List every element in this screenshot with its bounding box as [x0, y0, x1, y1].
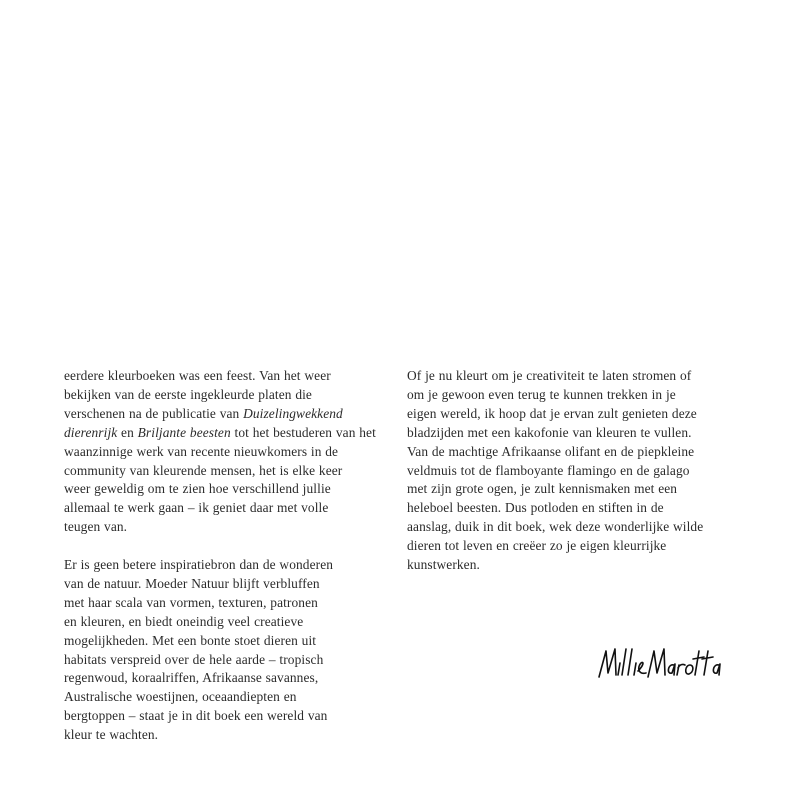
text-line: met zijn grote ogen, je zult kennismaken met een — [407, 481, 678, 497]
text-line: veldmuis tot de flamboyante flamingo en de galago — [407, 462, 690, 478]
text-line — [64, 424, 409, 443]
text-line: mogelijkheden. Met een bonte stoet dieren uit — [64, 632, 317, 648]
text-line: dieren tot leven en creëer zo je eigen kleurrijke — [407, 538, 667, 554]
text-line: van de natuur. Moeder Natuur blijft verbluffen — [64, 575, 320, 591]
paragraph-1 — [64, 367, 409, 537]
text-line: weer geweldig om te zien hoe verschillend jullie — [64, 481, 331, 497]
book-title-italic: dierenrijk — [64, 424, 118, 440]
text-line: waanzinnige werk van recente nieuwkomers in de — [64, 443, 339, 459]
text-line: Of je nu kleurt om je creativiteit te laten stromen of — [407, 368, 692, 383]
text-line — [64, 405, 409, 424]
paragraph-3 — [407, 367, 767, 575]
text-line: Van de machtige Afrikaanse olifant en de piepkleine — [407, 443, 695, 459]
left-column — [64, 367, 409, 745]
book-title-italic: Duizelingwekkend — [243, 405, 343, 421]
text-line: eigen wereld, ik hoop dat je ervan zult genieten deze — [407, 405, 697, 421]
text-line: met haar scala van vormen, texturen, patronen — [64, 594, 318, 610]
text-line: Er is geen betere inspiratiebron dan de wonderen — [64, 557, 334, 573]
paragraph-gap — [64, 537, 409, 556]
text-line: bekijken van de eerste ingekleurde platen die — [64, 386, 312, 402]
text-line: kleur te wachten. — [64, 727, 159, 743]
right-column — [407, 367, 767, 575]
text-line: om je gewoon even terug te kunnen trekken in je — [407, 386, 676, 402]
signature — [596, 643, 726, 683]
text-line: en kleuren, en biedt oneindig veel creatieve — [64, 613, 304, 629]
text-line: bergtoppen – staat je in dit boek een wereld van — [64, 708, 328, 724]
handwritten-signature-icon — [596, 643, 726, 683]
text-fragment: verschenen na de publicatie van — [64, 405, 244, 421]
text-fragment: tot het bestuderen van het — [230, 424, 376, 440]
text-line: Australische woestijnen, oceaandiepten en — [64, 689, 297, 705]
text-line: allemaal te werk gaan – ik geniet daar met volle — [64, 500, 329, 516]
text-line: eerdere kleurboeken was een feest. Van het weer — [64, 368, 331, 383]
text-line: regenwoud, koraalriffen, Afrikaanse savannes, — [64, 670, 319, 686]
text-line: habitats verspreid over de hele aarde – tropisch — [64, 651, 324, 667]
paragraph-2 — [64, 556, 409, 745]
book-title-italic: Briljante beesten — [137, 424, 231, 440]
text-fragment: en — [117, 424, 138, 440]
text-line: bladzijden met een kakofonie van kleuren te vullen. — [407, 424, 692, 440]
text-line: aanslag, duik in dit boek, wek deze wonderlijke wilde — [407, 519, 704, 535]
text-line: heleboel beesten. Dus potloden en stiften in de — [407, 500, 664, 516]
text-line: teugen van. — [64, 519, 128, 535]
text-line: community van kleurende mensen, het is elke keer — [64, 462, 343, 478]
text-line: kunstwerken. — [407, 557, 480, 573]
